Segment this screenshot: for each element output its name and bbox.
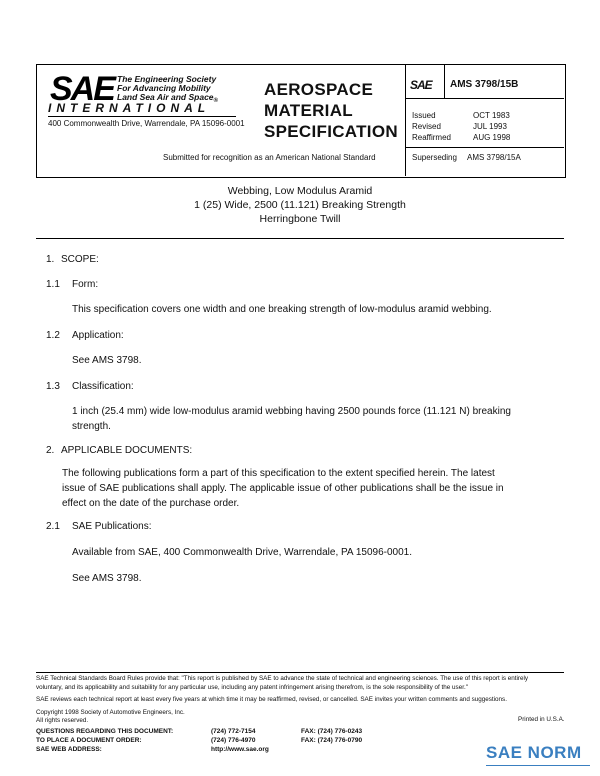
section-1-1-heading: 1.1 Form: bbox=[46, 279, 99, 290]
contact-row-web: SAE WEB ADDRESS: http://www.sae.org bbox=[36, 745, 362, 754]
footer-rule bbox=[36, 672, 564, 673]
superseding-topline bbox=[405, 147, 564, 148]
footer-review: SAE reviews each technical report at least every five years at which time it may be reaffirmed, revised, or cancelled. SAE invites your written comments and suggestions. bbox=[36, 696, 507, 703]
section-2-text-line-2: issue of SAE publications shall apply. The applicable issue of other publications shall be the issue in bbox=[62, 483, 504, 494]
contact-row-order: TO PLACE A DOCUMENT ORDER: (724) 776-4970 FAX: (724) 776-0790 bbox=[36, 737, 363, 744]
footer-policy bbox=[36, 675, 576, 726]
sae-norm-text: SAE NORM bbox=[486, 743, 582, 762]
section-1-3-text-line-1: 1 inch (25.4 mm) wide low-modulus aramid webbing having 2500 pounds force (11.121 N) breaking bbox=[72, 406, 511, 417]
section-2-text-line-3: effect on the date of the purchase order. bbox=[62, 498, 240, 509]
ams-number: AMS 3798/15B bbox=[450, 79, 519, 90]
issue-dates bbox=[412, 110, 510, 143]
section-2-text-line-1: The following publications form a part of this specification to the extent specified herein. The latest bbox=[62, 468, 495, 479]
sae-norm-watermark bbox=[484, 741, 594, 771]
international-rule bbox=[48, 116, 236, 117]
document-title bbox=[0, 184, 600, 226]
section-1-3-heading: 1.3 Classification: bbox=[46, 381, 134, 392]
section-2-text bbox=[62, 466, 504, 511]
footer-rights: All rights reserved. bbox=[36, 717, 89, 724]
footer-contacts bbox=[36, 727, 362, 754]
date-row-reaffirmed: Reaffirmed AUG 1998 bbox=[412, 133, 511, 142]
document-title-line-2: 1 (25) Wide, 2500 (11.121) Breaking Strength bbox=[194, 199, 406, 211]
section-1-2-heading: 1.2 Application: bbox=[46, 330, 124, 341]
sae-logo: SAE bbox=[50, 70, 114, 108]
spec-title bbox=[264, 79, 398, 142]
spec-title-line-2: MATERIAL bbox=[264, 101, 353, 120]
sae-norm-underline bbox=[486, 765, 590, 766]
date-row-issued: Issued OCT 1983 bbox=[412, 111, 510, 120]
section-2-heading: 2. APPLICABLE DOCUMENTS: bbox=[46, 445, 193, 456]
spec-title-line-3: SPECIFICATION bbox=[264, 122, 398, 141]
small-logo-divider bbox=[444, 64, 445, 99]
section-2-1-text-2: See AMS 3798. bbox=[72, 573, 142, 584]
printed-in: Printed in U.S.A. bbox=[518, 716, 565, 723]
document-title-line-3: Herringbone Twill bbox=[259, 213, 341, 225]
tagline-line-2: For Advancing Mobility bbox=[117, 83, 211, 93]
document-title-line-1: Webbing, Low Modulus Aramid bbox=[227, 185, 373, 197]
section-1-1-text: This specification covers one width and one breaking strength of low-modulus aramid webbing. bbox=[72, 304, 492, 315]
submitted-note: Submitted for recognition as an American National Standard bbox=[163, 153, 376, 162]
sae-web-link[interactable]: http://www.sae.org bbox=[211, 746, 269, 753]
footer-policy-line-2: voluntary, and its applicability and suitability for any particular use, including any patent infringement arising therefrom, is the sole responsibility of the user." bbox=[36, 683, 468, 691]
date-row-revised: Revised JUL 1993 bbox=[412, 122, 507, 131]
section-1-3-text-line-2: strength. bbox=[72, 421, 111, 432]
title-rule bbox=[36, 238, 564, 239]
section-1-2-text: See AMS 3798. bbox=[72, 355, 142, 366]
ams-number-underline bbox=[405, 98, 564, 99]
section-2-1-text-1: Available from SAE, 400 Commonwealth Drive, Warrendale, PA 15096-0001. bbox=[72, 547, 412, 558]
section-1-heading: 1. SCOPE: bbox=[46, 254, 99, 265]
international-wordmark: INTERNATIONAL bbox=[48, 101, 211, 115]
footer-policy-line-1: SAE Technical Standards Board Rules provide that: "This report is published by SAE to advance the state of technical and engineering sciences. The use of this report is entirely bbox=[36, 675, 529, 682]
section-2-1-heading: 2.1 SAE Publications: bbox=[46, 521, 152, 532]
section-1-3-text bbox=[72, 404, 511, 434]
sae-small-logo: SAE bbox=[410, 78, 432, 92]
header-divider bbox=[405, 64, 406, 176]
tagline-line-3: Land Sea Air and Space$_®$ bbox=[117, 92, 218, 104]
footer-copyright: Copyright 1998 Society of Automotive Engineers, Inc. bbox=[36, 708, 185, 716]
superseding: Superseding AMS 3798/15A bbox=[412, 153, 521, 162]
spec-title-line-1: AEROSPACE bbox=[264, 80, 374, 99]
tagline-line-1: The Engineering Society bbox=[117, 74, 217, 84]
sae-address: 400 Commonwealth Drive, Warrendale, PA 15096-0001 bbox=[48, 119, 245, 128]
contact-row-questions: QUESTIONS REGARDING THIS DOCUMENT: (724) 772-7154 FAX: (724) 776-0243 bbox=[36, 728, 363, 735]
